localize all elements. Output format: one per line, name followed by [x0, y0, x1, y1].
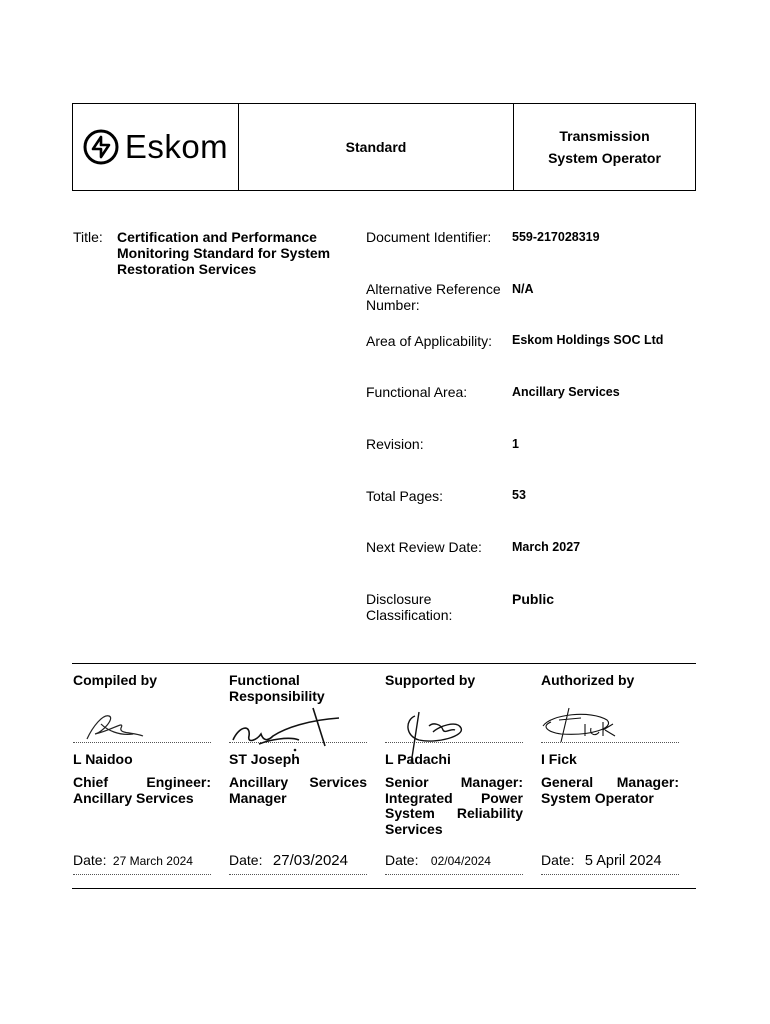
- signatory-name: ST Joseph: [229, 751, 300, 767]
- signatory-authorized-by: [541, 672, 679, 806]
- date-line: [73, 874, 211, 875]
- signatory-heading: Functional Responsibility: [229, 672, 325, 704]
- date-value: 02/04/2024: [430, 854, 491, 868]
- date-line: [541, 874, 679, 875]
- date-label: Date:: [229, 852, 263, 868]
- document-identifier-label: Document Identifier:: [366, 229, 492, 245]
- alternative-reference-value: N/A: [512, 282, 534, 296]
- alternative-reference-label: Alternative Reference Number:: [366, 281, 501, 313]
- signatory-name: L Naidoo: [73, 751, 133, 767]
- title-label: Title:: [73, 229, 103, 245]
- signature-top-rule: [72, 663, 696, 664]
- area-of-applicability-value: Eskom Holdings SOC Ltd: [512, 333, 664, 347]
- date-compiled: [73, 852, 211, 875]
- signature-line: [73, 742, 211, 743]
- signatory-role: Ancillary Services Manager: [229, 774, 367, 806]
- signatory-heading: Authorized by: [541, 672, 635, 688]
- document-identifier-value: 559-217028319: [512, 230, 600, 244]
- header-table: [72, 103, 696, 191]
- signature-bottom-rule: [72, 888, 696, 889]
- date-authorized: [541, 852, 679, 875]
- signature-padachi: [385, 706, 523, 742]
- revision-value: 1: [512, 437, 519, 451]
- date-line: [385, 874, 523, 875]
- signatory-name: L Padachi: [385, 751, 451, 767]
- signature-fick: [541, 706, 679, 742]
- revision-label: Revision:: [366, 436, 424, 452]
- signatory-heading: Compiled by: [73, 672, 158, 688]
- signatory-name: I Fick: [541, 751, 577, 767]
- date-functional-responsibility: [229, 852, 367, 875]
- document-title: Certification and Performance Monitoring Standard for System Restoration Services: [117, 229, 331, 277]
- disclosure-classification-value: Public: [512, 591, 555, 607]
- date-value: 5 April 2024: [584, 853, 662, 869]
- signatory-role: General Manager: System Operator: [541, 774, 679, 806]
- doc-type-cell: [239, 104, 514, 190]
- logo-text: Eskom: [124, 128, 229, 165]
- date-line: [229, 874, 367, 875]
- signatory-compiled-by: [73, 672, 211, 806]
- date-value: 27/03/2024: [272, 852, 348, 869]
- signature-naidoo: [73, 706, 211, 742]
- signature-joseph: [229, 706, 367, 742]
- department-line2: System Operator: [548, 150, 661, 166]
- eskom-emblem-icon: [83, 129, 119, 165]
- date-label: Date:: [73, 852, 107, 868]
- total-pages-value: 53: [512, 488, 526, 502]
- signatory-role: Senior Manager: Integrated Power System Reliability Services: [385, 774, 523, 837]
- functional-area-label: Functional Area:: [366, 384, 468, 400]
- department-line1: Transmission: [559, 128, 650, 144]
- signatory-heading: Supported by: [385, 672, 476, 688]
- eskom-logo: [83, 128, 228, 166]
- total-pages-label: Total Pages:: [366, 488, 444, 504]
- next-review-date-label: Next Review Date:: [366, 539, 482, 555]
- functional-area-value: Ancillary Services: [512, 385, 620, 399]
- date-value: 27 March 2024: [112, 854, 193, 868]
- logo-cell: [73, 104, 239, 190]
- signatory-role: Chief Engineer: Ancillary Services: [73, 774, 211, 806]
- area-of-applicability-label: Area of Applicability:: [366, 333, 493, 349]
- next-review-date-value: March 2027: [512, 540, 581, 554]
- signatory-supported-by: [385, 672, 523, 837]
- disclosure-classification-label: Disclosure Classification:: [366, 591, 453, 623]
- department-cell: [514, 104, 695, 190]
- date-supported: [385, 852, 523, 875]
- date-label: Date:: [385, 852, 419, 868]
- doc-type: Standard: [345, 139, 407, 155]
- signatory-functional-responsibility: [229, 672, 367, 806]
- date-label: Date:: [541, 852, 575, 868]
